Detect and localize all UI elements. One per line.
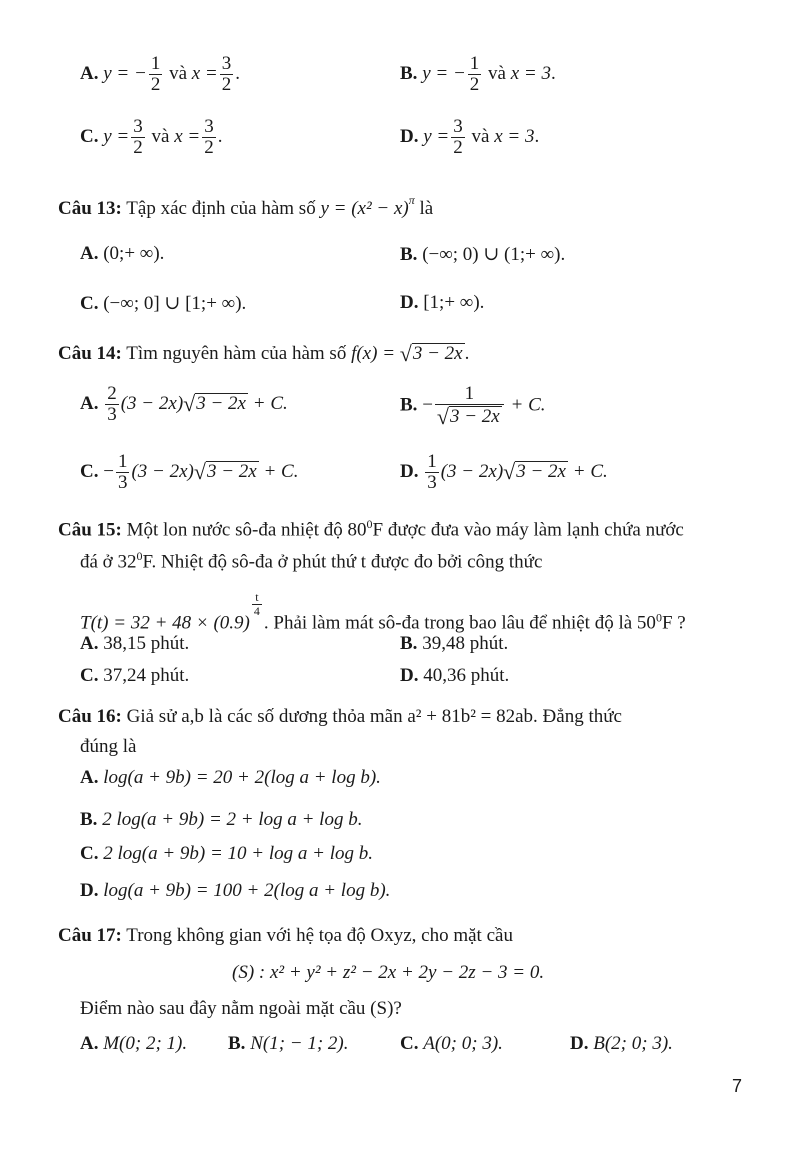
fraction: $\frac{3}{2}$: [221, 53, 232, 95]
fraction: $\frac{3}{2}$: [204, 116, 214, 158]
fraction: $\frac{3}{2}$: [133, 116, 143, 158]
q12-option-c: C. y = $\frac{3}{2}$ và x = $\frac{3}{2}$ .: [80, 116, 223, 158]
square-root: 3 − 2x: [412, 343, 463, 364]
q12-option-d: D. y = $\frac{3}{2}$ và x = 3.: [400, 116, 540, 158]
q17-question-line3: Điểm nào sau đây nằm ngoài mặt cầu (S)?: [80, 998, 402, 1019]
q16-question-line2: đúng là: [80, 736, 137, 757]
fraction: $\frac{1}{3}$: [117, 451, 128, 493]
q16-option-a: A. log(a + 9b) = 20 + 2(log a + log b).: [80, 767, 381, 788]
q17-option-c: C. A(0; 0; 3).: [400, 1033, 503, 1054]
q14-option-d: D. $\frac{1}{3}$ (3 − 2x)√3 − 2x + C.: [400, 451, 608, 493]
q15-option-d: D. 40,36 phút.: [400, 665, 510, 686]
q14-option-c: C. − $\frac{1}{3}$ (3 − 2x)√3 − 2x + C.: [80, 451, 299, 493]
q15-option-c: C. 37,24 phút.: [80, 665, 190, 686]
fraction: $\frac{2}{3}$: [107, 383, 117, 425]
q17-option-d: D. B(2; 0; 3).: [570, 1033, 673, 1054]
q17-option-b: B. N(1; − 1; 2).: [228, 1033, 349, 1054]
q12-option-b: B. y = − $\frac{1}{2}$ và x = 3.: [400, 53, 556, 95]
exponent-fraction: $\frac{t}{4}$: [253, 590, 260, 618]
q13-question: Câu 13: Tập xác định của hàm số $y = (x^2 - x)^\pi$ là: [58, 193, 434, 219]
q13-option-a: A. (0;+ ∞).: [80, 243, 165, 264]
page-number: 7: [732, 1076, 743, 1096]
q15-question-line1: Câu 15: Một lon nước sô-đa nhiệt độ $80^0F$ được đưa vào máy làm lạnh chứa nước: [58, 517, 684, 541]
q16-option-d: D. log(a + 9b) = 100 + 2(log a + log b).: [80, 880, 391, 901]
q12-option-a: A. y = − $\frac{1}{2}$ và x = $\frac{3}{2}$ .: [80, 53, 241, 95]
fraction: $\frac{1}{2}$: [150, 53, 161, 95]
q16-option-c: C. 2 log(a + 9b) = 10 + log a + log b.: [80, 843, 374, 864]
q14-option-a: A. $\frac{2}{3}$ (3 − 2x)√3 − 2x + C.: [80, 383, 288, 425]
q15-option-a: A. 38,15 phút.: [80, 633, 190, 654]
fraction: $\frac{1}{2}$: [469, 53, 480, 95]
fraction: $\frac{3}{2}$: [453, 116, 463, 158]
q14-question: Câu 14: Tìm nguyên hàm của hàm số f(x) = √3 − 2x .: [58, 341, 470, 366]
q16-option-b: B. 2 log(a + 9b) = 2 + log a + log b.: [80, 809, 363, 830]
q16-question: Câu 16: Giả sử a,b là các số dương thỏa mãn a² + 81b² = 82ab. Đẳng thức: [58, 706, 622, 727]
fraction: $\frac{1}{√3 - 2x}$: [435, 384, 504, 428]
q17-option-a: A. M(0; 2; 1).: [80, 1033, 188, 1054]
q15-question-line3: T(t) = 32 + 48 × (0.9) $\frac{t}{4}$ . Phải làm mát sô-đa trong bao lâu để nhiệt độ là $50^0F$ ?: [80, 590, 686, 634]
q15-option-b: B. 39,48 phút.: [400, 633, 509, 654]
fraction: $\frac{1}{3}$: [427, 451, 437, 493]
q14-option-b: B. − $\frac{1}{√3 - 2x}$ + C.: [400, 383, 546, 429]
q17-equation: (S) : x² + y² + z² − 2x + 2y − 2z − 3 = 0.: [232, 962, 545, 983]
q13-option-c: C. (−∞; 0] ∪ [1;+ ∞).: [80, 293, 247, 314]
q15-question-line2: đá ở $32^0F$. Nhiệt độ sô-đa ở phút thứ t được đo bởi công thức: [80, 549, 543, 573]
q13-option-b: B. (−∞; 0) ∪ (1;+ ∞).: [400, 244, 566, 265]
q17-question: Câu 17: Trong không gian với hệ tọa độ Oxyz, cho mặt cầu: [58, 925, 513, 946]
q13-option-d: D. [1;+ ∞).: [400, 292, 485, 313]
